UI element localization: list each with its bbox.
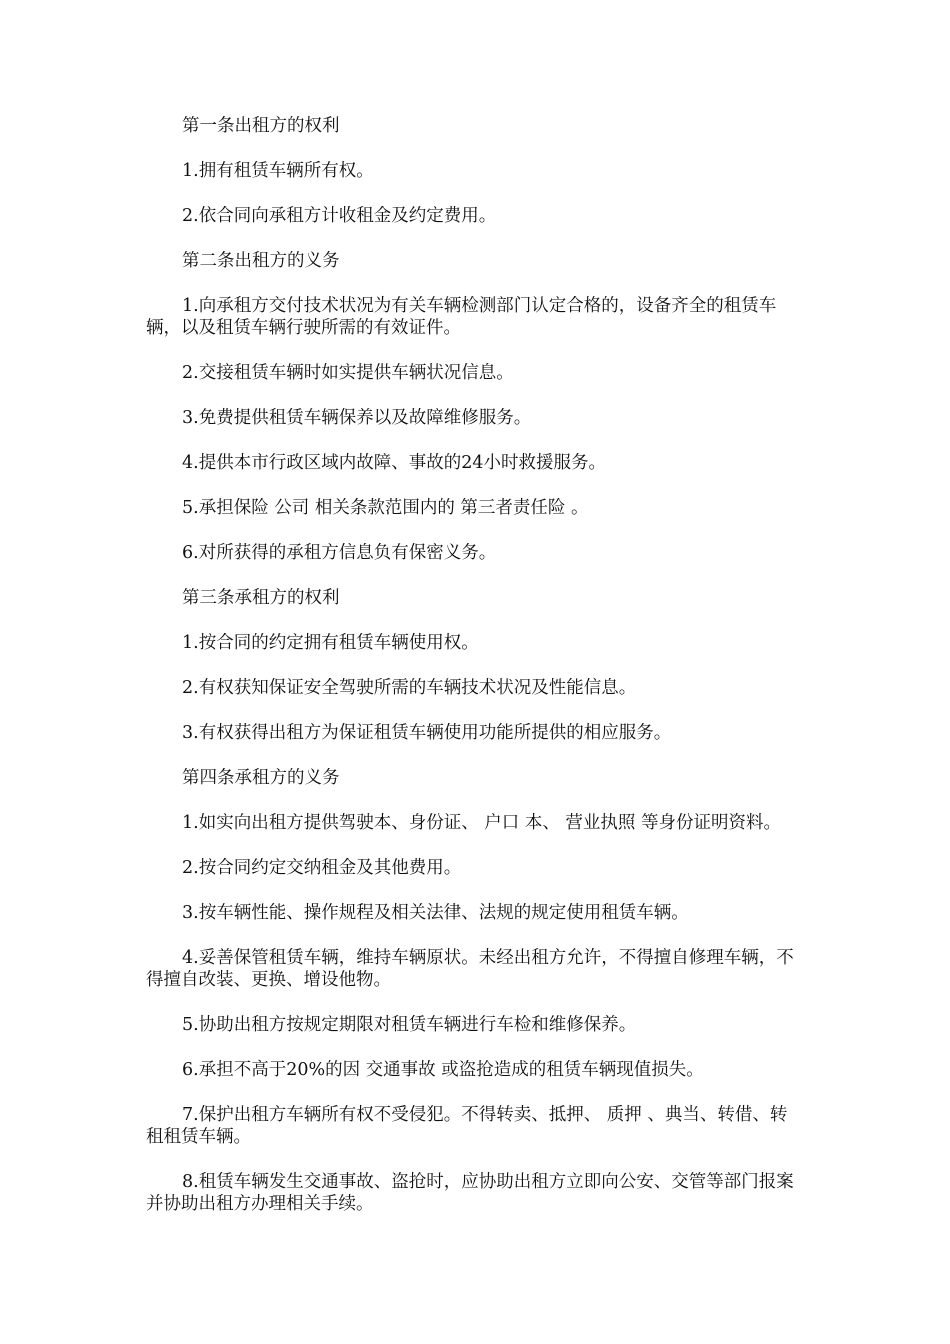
clause-item: 1.按合同的约定拥有租赁车辆使用权。 <box>182 633 479 653</box>
clause-item: 6.承担不高于20%的因 交通事故 或盗抢造成的租赁车辆现值损失。 <box>182 1060 704 1080</box>
clause-item: 6.对所获得的承租方信息负有保密义务。 <box>182 543 497 563</box>
clause-item: 5.协助出租方按规定期限对租赁车辆进行车检和维修保养。 <box>182 1015 637 1035</box>
clause-item: 2.按合同约定交纳租金及其他费用。 <box>182 858 462 878</box>
section-heading: 第一条出租方的权利 <box>182 116 340 136</box>
clause-item: 1.如实向出租方提供驾驶本、身份证、 户口 本、 营业执照 等身份证明资料。 <box>182 813 781 833</box>
section-heading: 第三条承租方的权利 <box>182 588 340 608</box>
clause-item: 3.有权获得出租方为保证租赁车辆使用功能所提供的相应服务。 <box>182 723 672 743</box>
section-heading: 第二条出租方的义务 <box>182 251 340 271</box>
clause-item: 2.依合同向承租方计收租金及约定费用。 <box>182 206 497 226</box>
clause-item: 3.免费提供租赁车辆保养以及故障维修服务。 <box>182 408 532 428</box>
clause-item: 4.妥善保管租赁车辆，维持车辆原状。未经出租方允许，不得擅自修理车辆，不得擅自改装、更换、增设他物。 <box>146 948 794 990</box>
clause-item: 8.租赁车辆发生交通事故、盗抢时，应协助出租方立即向公安、交管等部门报案并协助出租方办理相关手续。 <box>146 1172 794 1214</box>
clause-item: 1.拥有租赁车辆所有权。 <box>182 161 374 181</box>
clause-item: 1.向承租方交付技术状况为有关车辆检测部门认定合格的，设备齐全的租赁车辆，以及租赁车辆行驶所需的有效证件。 <box>146 296 777 338</box>
clause-item: 5.承担保险 公司 相关条款范围内的 第三者责任险 。 <box>182 498 589 518</box>
clause-item: 4.提供本市行政区域内故障、事故的24小时救援服务。 <box>182 453 606 473</box>
clause-item: 2.交接租赁车辆时如实提供车辆状况信息。 <box>182 363 514 383</box>
clause-item: 7.保护出租方车辆所有权不受侵犯。不得转卖、抵押、 质押 、典当、转借、转租租赁车辆。 <box>146 1105 788 1147</box>
clause-item: 3.按车辆性能、操作规程及相关法律、法规的规定使用租赁车辆。 <box>182 903 689 923</box>
section-heading: 第四条承租方的义务 <box>182 768 340 788</box>
document-body <box>146 115 800 1238</box>
clause-item: 2.有权获知保证安全驾驶所需的车辆技术状况及性能信息。 <box>182 678 637 698</box>
